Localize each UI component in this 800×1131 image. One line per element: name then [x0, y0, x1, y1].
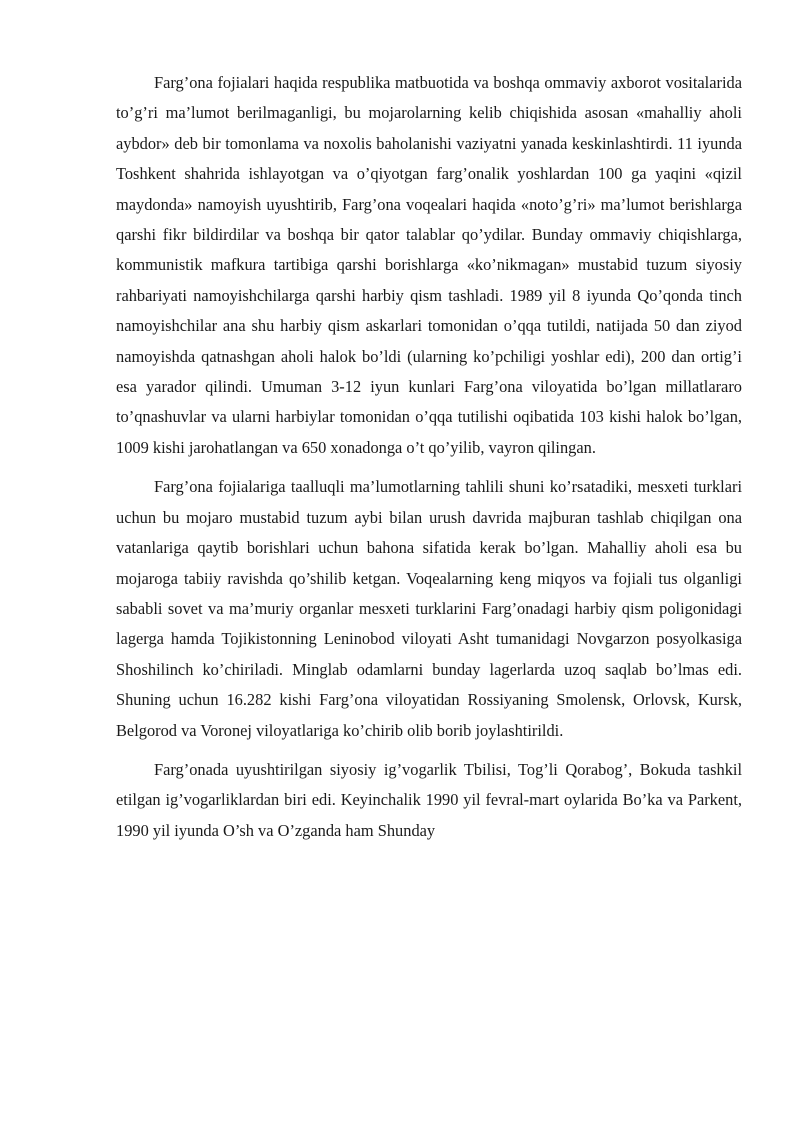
paragraph-provocations: Farg’onada uyushtirilgan siyosiy ig’vogarlik Tbilisi, Tog’li Qorabog’, Bokuda tashkil etilgan ig’vogarliklardan biri edi. Keyinchalik 1990 yil fevral-mart oylarida Bo’ka va Parkent, 1990 yil iyunda O’sh va O’zganda ham Shunday — [116, 759, 742, 840]
paragraph-meskhetian-turks: Farg’ona fojialariga taalluqli ma’lumotlarning tahlili shuni ko’rsatadiki, mesxeti turklari uchun bu mojaro mustabid tuzum aybi bilan urush davrida majburan tashlab chiqilgan ona vatanlariga qaytib borishlari uchun bahona sifatida kerak bo’lgan. Mahalliy aholi esa bu mojaroga tabiiy ravishda qo’shilib ketgan. Voqealarning keng miqyos va fojiali tus olganligi sababli sovet va ma’muriy organlar mesxeti turklarini Farg’onadagi harbiy qism poligonidagi lagerga hamda Tojikistonning Leninobod viloyati Asht tumanidagi Novgarzon posyolkasiga Shoshilinch ko’chiriladi. Minglab odamlarni bunday lagerlarda uzoq saqlab bo’lmas edi. Shuning uchun 16.282 kishi Farg’ona viloyatidan Rossiyaning Smolensk, Orlovsk, Kursk, Belgorod va Voronej viloyatlariga ko’chirib olib borib joylashtirildi. — [116, 477, 742, 740]
paragraph-fergana-events: Farg’ona fojialari haqida respublika matbuotida va boshqa ommaviy axborot vositalarida to’g’ri ma’lumot berilmaganligi, bu mojarolarning kelib chiqishida asosan «mahalliy aholi aybdor» deb bir tomonlama va noxolis baholanishi vaziyatni yanada keskinlashtirdi. 11 iyunda Toshkent shahrida ishlayotgan va o’qiyotgan farg’onalik yoshlardan 100 ga yaqini «qizil maydonda» namoyish uyushtirib, Farg’ona voqealari haqida «noto’g’ri» ma’lumot berishlarga qarshi fikr bildirdilar va boshqa bir qator talablar qo’ydilar. Bunday ommaviy chiqishlarga, kommunistik mafkura tartibiga qarshi borishlarga «ko’nikmagan» mustabid tuzum siyosiy rahbariyati namoyishchilarga qarshi harbiy qism tashladi. 1989 yil 8 iyunda Qo’qonda tinch namoyishchilar ana shu harbiy qism askarlari tomonidan o’qqa tutildi, natijada 50 dan ziyod namoyishda qatnashgan aholi halok bo’ldi (ularning ko’pchiligi yoshlar edi), 200 dan ortig’i esa yarador qilindi. Umuman 3-12 iyun kunlari Farg’ona viloyatida bo’lgan millatlararo to’qnashuvlar va ularni harbiylar tomonidan o’qqa tutilishi oqibatida 103 kishi halok bo’lgan, 1009 kishi jarohatlangan va 650 xonadonga o’t qo’yilib, vayron qilingan. — [116, 73, 742, 457]
document-body — [116, 68, 742, 855]
